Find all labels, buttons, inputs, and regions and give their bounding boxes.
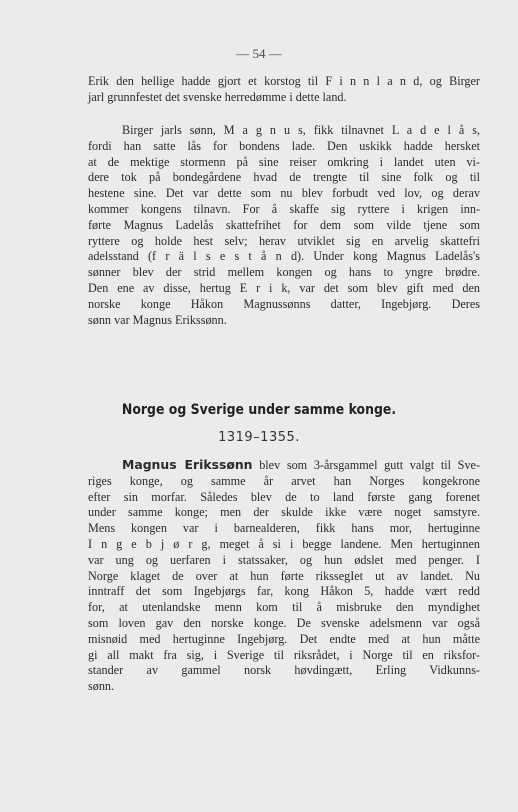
paragraph-1: [88, 74, 480, 106]
text-line: Erik den hellige hadde gjort et korstog til F i n n l a n d, og Birger: [88, 74, 480, 88]
text-line: sønn.: [88, 679, 115, 694]
text-line: for, at utenlandske menn kom til å misbruke den myndighet: [88, 600, 480, 615]
text-line: var ung og uerfaren i statssaker, og hun ødslet med penger. I: [88, 552, 480, 567]
text-line: stander av gammel norsk høvdingætt, Erling Vidkunns-: [88, 663, 480, 678]
text-line: kommer kongens tilnavn. For å skaffe sig ryttere i krigen inn-: [88, 201, 480, 216]
paragraph-2: [88, 123, 480, 328]
section-heading: Norge og Sverige under samme konge.: [121, 402, 397, 418]
text-line: adelsstand (f r ä l s e s t å n d). Under kong Magnus Ladelås's: [88, 249, 480, 264]
text-line: sønn var Magnus Erikssønn.: [88, 312, 227, 327]
text-line: dere tok på bondegårdene hvad de trengte til sine folk og til: [88, 170, 480, 185]
text-line: Mens kongen var i barnealderen, fikk hans mor, hertuginne: [88, 521, 480, 536]
text-line: Birger jarls sønn, M a g n u s, fikk tilnavnet L a d e l å s,: [122, 123, 480, 137]
text-line: Norge klaget de over at hun førte rikssegIet ut av landet. Nu: [88, 568, 480, 583]
text-line: inntraff det som Ingebjørgs far, kong Håkon 5, hadde vært redd: [88, 584, 480, 599]
section-years: 1319–1355.: [218, 430, 300, 445]
text-line: at de mektige stormenn på sine reiser omkring i landet uten vi-: [88, 154, 480, 169]
text-line-first: [88, 457, 480, 474]
text-line: riges konge, og samme år arvet han Norges kongekrone: [88, 473, 480, 488]
text-fragment: blev som 3-årsgammel gutt valgt til Sve-: [259, 458, 481, 472]
text-line: jarl grunnfestet det svenske herredømme i dette land.: [88, 89, 347, 104]
bold-name-lead: Magnus Erikssønn: [122, 457, 253, 472]
text-line: efter sin morfar. Således blev de to land første gang forenet: [88, 489, 480, 504]
text-line: misnøid med hertuginne Ingebjørg. Det endte med at hun måtte: [88, 631, 480, 646]
text-line: I n g e b j ø r g, meget å si i begge landene. Men hertuginnen: [88, 536, 480, 551]
text-line: som loven gav den norske konge. De svenske adelsmenn var også: [88, 615, 480, 630]
text-line: hestene sine. Det var dette som nu blev forbudt ved lov, og derav: [88, 186, 480, 201]
text-line: fordi han satte lås for bondens lade. Den uskikk hadde hersket: [88, 138, 480, 153]
text-line: gi all makt fra sig, i Sverige til riksrådet, i Norge til en riksfor-: [88, 647, 480, 662]
page-number: — 54 —: [236, 46, 282, 61]
text-line: under samme konge; men der skulde ikke være noget samstyre.: [88, 505, 480, 520]
text-line: norske konge Håkon Magnussønns datter, Ingebjørg. Deres: [88, 296, 480, 311]
text-line: førte Magnus Ladelås skattefrihet for dem som vilde tjene som: [88, 217, 480, 232]
text-line: sønner blev der strid mellem kongen og hans to yngre brødre.: [88, 265, 480, 280]
paragraph-3: [88, 457, 480, 695]
text-line: ryttere og holde hest selv; herav utviklet sig en arvelig skattefri: [88, 233, 480, 248]
text-line: Den ene av disse, hertug E r i k, var det som blev gift med den: [88, 280, 480, 295]
